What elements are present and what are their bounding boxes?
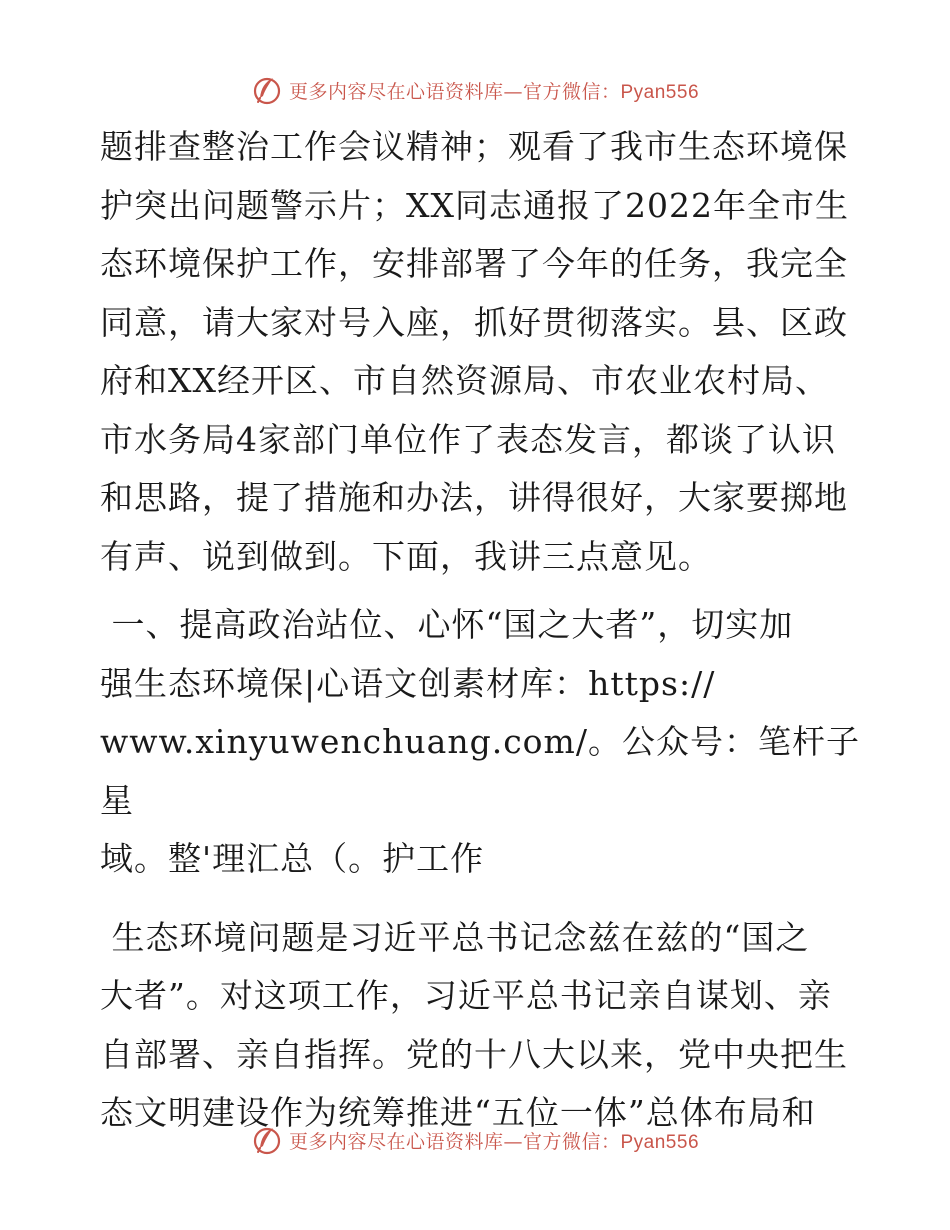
body-paragraph-2: 一、提高政治站位、心怀“国之大者”，切实加 强生态环境保|心语文创素材库：https:// www.xinyuwenchuang.com/。公众号：笔杆子星 域。整'理汇总（。护工作 [100,605,860,878]
header-brand [251,74,699,106]
quill-pen-logo-icon [251,1124,283,1156]
footer-site-text: 更多内容尽在心语资料库 [288,1130,504,1153]
header-site-text: 更多内容尽在心语资料库 [288,80,504,103]
header-wechat-label: 官方微信： [522,80,621,103]
header-brand-text [289,77,699,104]
body-paragraph-3: 生态环境问题是习近平总书记念兹在兹的“国之 大者”。对这项工作，习近平总书记亲自谋划、亲 自部署、亲自指挥。党的十八大以来，党中央把生 态文明建设作为统筹推进“五位一体”总体布局和 [100,917,848,1132]
footer-wechat-id: Pyan556 [620,1131,700,1153]
page-footer [0,1120,950,1160]
footer-brand [251,1124,699,1156]
header-wechat-id: Pyan556 [620,81,700,103]
footer-brand-text [289,1127,699,1154]
body-paragraph-1: 题排查整治工作会议精神；观看了我市生态环境保 护突出问题警示片；XX同志通报了2022年全市生 态环境保护工作，安排部署了今年的任务，我完全 同意，请大家对号入座，抓好贯彻落实。县、区政 府和XX经开区、市自然资源局、市农业农村局、 市水务局4家部门单位作了表态发言，都谈了认识 和思路，提了措施和办法，讲得很好，大家要掷地 有声、说到做到。下面，我讲三点意见。 [100,127,849,576]
footer-dash: — [503,1130,523,1153]
header-dash: — [503,80,523,103]
quill-pen-logo-icon [251,74,283,106]
footer-wechat-label: 官方微信： [522,1130,621,1153]
page-header [0,70,950,110]
document-body [100,118,860,1143]
